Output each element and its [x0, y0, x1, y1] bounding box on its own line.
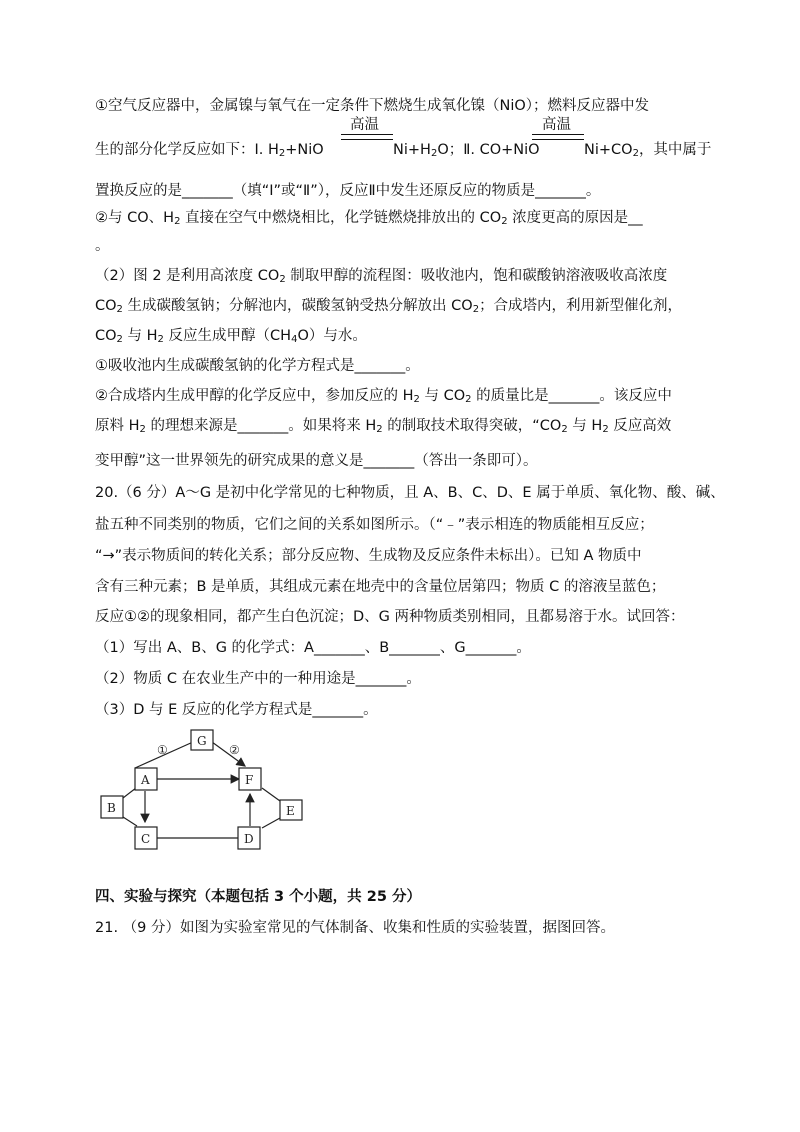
q20-line-3: “→”表示物质间的转化关系；部分反应物、生成物及反应条件未标出）。已知 A 物质中: [95, 548, 642, 564]
eq1-equals-sign: [341, 134, 393, 140]
node-e-label: E: [286, 804, 295, 818]
edge-a-b: [123, 788, 136, 798]
node-d-label: D: [244, 832, 254, 846]
edge-b-c: [123, 817, 137, 826]
q19-line-11: 原料 $H_2$ 的理想来源是_______。如果将来 $H_2$ 的制取技术取得突破，“$CO_2$ 与 $H_2$ 反应高效: [95, 418, 672, 435]
q19-line-9: ①吸收池内生成碳酸氢钠的化学方程式是_______。: [95, 358, 420, 374]
q19-line-3: 置换反应的是_______（填“Ⅰ”或“Ⅱ”），反应Ⅱ中发生还原反应的物质是_______。: [95, 183, 601, 199]
eq2-condition: 高温: [542, 117, 571, 133]
q19-line-8: $CO_2$ 与 $H_2$ 反应生成甲醇$(CH_4O)$与水。: [95, 328, 367, 345]
q20-line-8: （3）D 与 E 反应的化学方程式是_______。: [95, 702, 378, 718]
q19-line-10: ②合成塔内生成甲醇的化学反应中，参加反应的 $H_2$ 与 $CO_2$ 的质量比是_______。该反应中: [95, 388, 672, 405]
q19-line-2b: $Ni+H_2O$；Ⅱ. CO+NiO: [393, 142, 540, 159]
q20-line-7: （2）物质 C 在农业生产中的一种用途是_______。: [95, 671, 421, 687]
q19-line-6: （2）图 2 是利用高浓度 $CO_2$ 制取甲醇的流程图：吸收池内，饱和碳酸钠溶液吸收高浓度: [95, 268, 668, 285]
node-f-label: F: [245, 773, 254, 787]
eq1-condition: 高温: [350, 117, 379, 133]
q19-line-1: ①空气反应器中，金属镍与氧气在一定条件下燃烧生成氧化镍（NiO）；燃料反应器中发: [95, 98, 650, 114]
q19-line-2a: 生的部分化学反应如下：Ⅰ. $H_2+NiO$: [95, 142, 324, 159]
q19-line-2c: $Ni+CO_2$，其中属于: [584, 142, 712, 159]
reaction-2-mark: ②: [229, 743, 240, 757]
section-4-heading: 四、实验与探究（本题包括 3 个小题，共 25 分）: [95, 889, 421, 905]
node-b-label: B: [107, 801, 116, 815]
node-a-label: A: [141, 773, 150, 787]
q19-line-5: 。: [95, 238, 110, 254]
q20-line-1: 20.（6 分）A～G 是初中化学常见的七种物质，且 A、B、C、D、E 属于单质、氧化物、酸、碱、: [95, 485, 725, 501]
node-g-label: G: [197, 734, 207, 748]
q19-line-7: $CO_2$ 生成碳酸氢钠；分解池内，碳酸氢钠受热分解放出 $CO_2$；合成塔内，利用新型催化剂，: [95, 298, 683, 315]
q20-line-5: 反应①②的现象相同，都产生白色沉淀；D、G 两种物质类别相同，且都易溶于水。试回答：: [95, 609, 685, 625]
q19-line-12: 变甲醇”这一世界领先的研究成果的意义是_______（答出一条即可）。: [95, 453, 538, 469]
edge-f-e: [262, 788, 280, 801]
q20-line-2: 盐五种不同类别的物质，它们之间的关系如图所示。（“﹣”表示相连的物质能相互反应；: [95, 517, 654, 533]
reaction-1-mark: ①: [157, 743, 168, 757]
eq2-equals-sign: [532, 134, 584, 140]
relationship-diagram: [95, 728, 310, 858]
q21-line: 21. （9 分）如图为实验室常见的气体制备、收集和性质的实验装置，据图回答。: [95, 920, 616, 936]
q20-line-6: （1）写出 A、B、G 的化学式：A_______、B_______、G_______。: [95, 640, 531, 656]
edge-d-e: [262, 818, 280, 828]
node-c-label: C: [141, 832, 151, 846]
q19-line-4: ②与 CO、$H_2$ 直接在空气中燃烧相比，化学链燃烧排放出的 $CO_2$ 浓度更高的原因是__: [95, 210, 643, 227]
q20-line-4: 含有三种元素；B 是单质，其组成元素在地壳中的含量位居第四；物质 C 的溶液呈蓝色；: [95, 579, 666, 595]
